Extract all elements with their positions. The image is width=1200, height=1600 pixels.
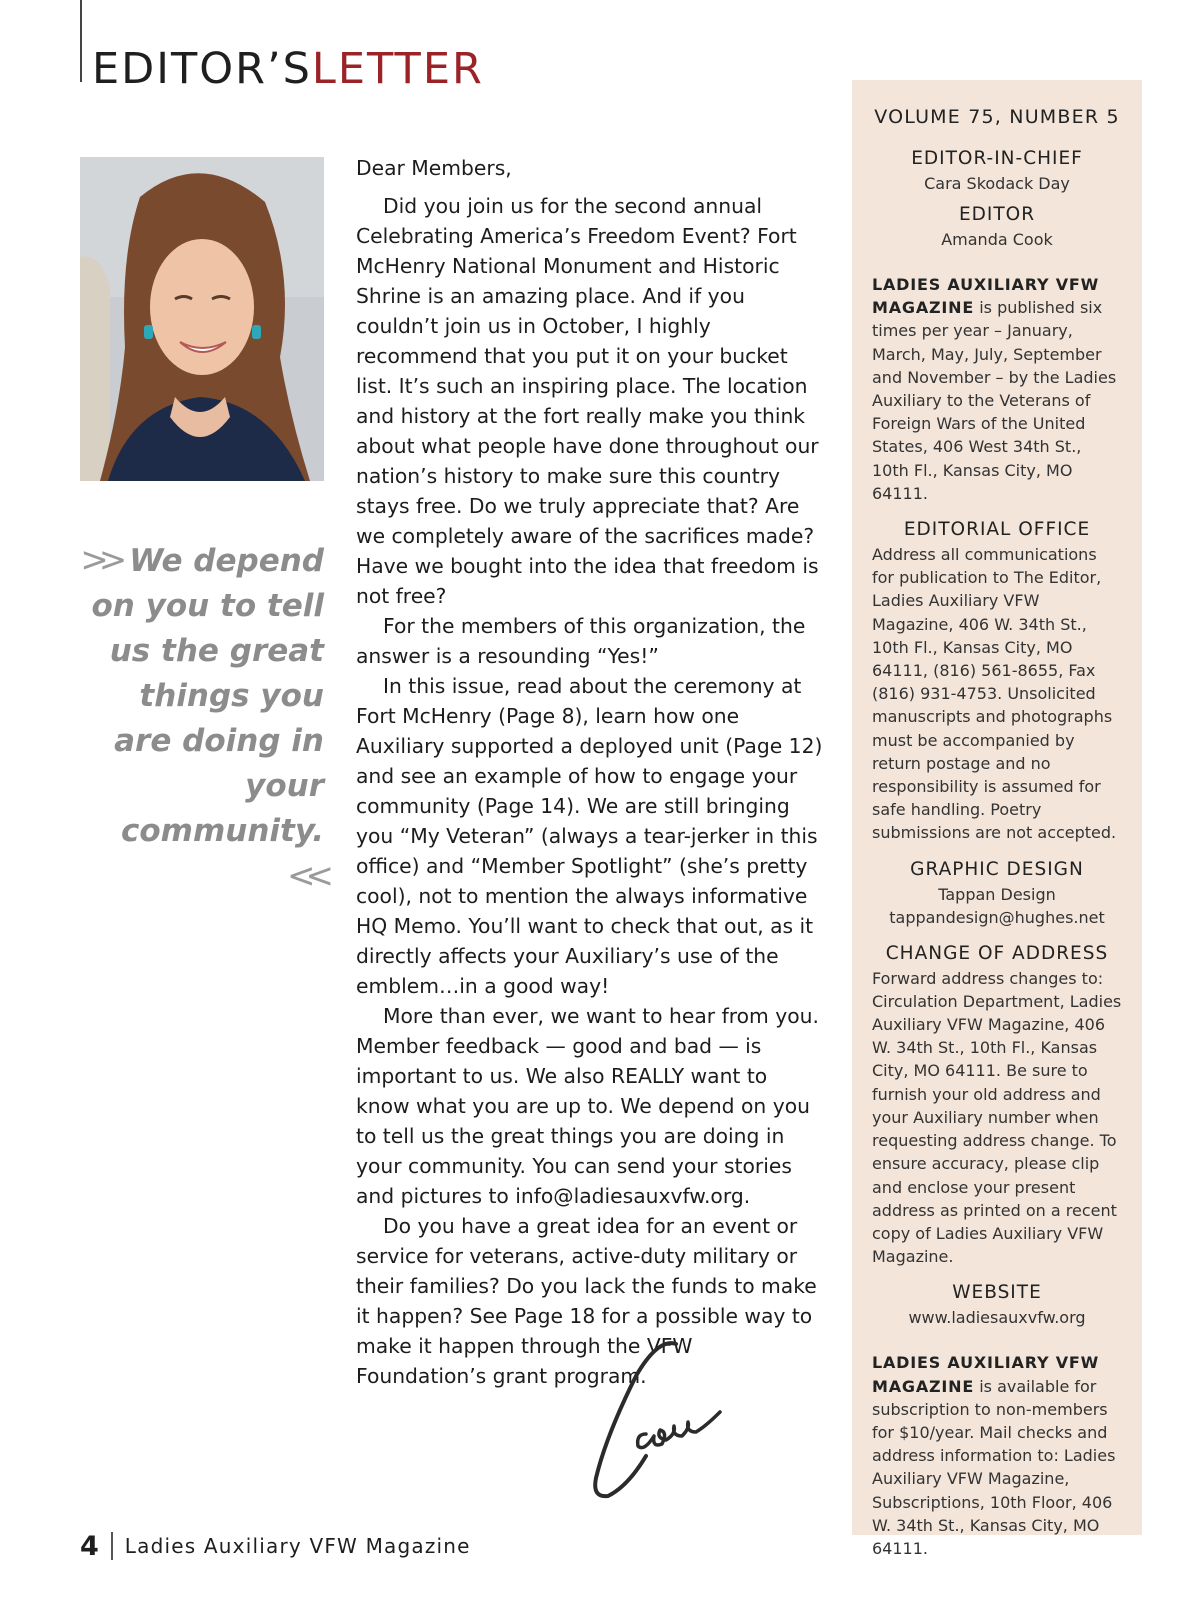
publication-caps: LADIES AUXILIARY VFW MAGAZINE — [872, 275, 1100, 318]
signature-icon — [588, 1336, 738, 1502]
publication-text: is published six times per year – January, March, May, July, September and November – by the Ladies Auxiliary to the Veterans of Foreign Wars of the United States, 406 West 34th St., 10th Fl., Kansas City, MO 64111. — [872, 298, 1117, 503]
page-title — [92, 44, 484, 94]
page-footer — [80, 1528, 471, 1564]
letter-salutation: Dear Members, — [356, 156, 512, 180]
letter-paragraph: Did you join us for the second annual Celebrating America’s Freedom Event? Fort McHenry National Monument and Historic Shrine is an amazing place. And if you couldn’t join us in October, I highly recommend that you put it on your bucket list. It’s such an inspiring place. The location and history at the fort really make you think about what people have done throughout our nation’s history to make sure this country stays free. Do we truly appreciate that? Are we completely aware of the sacrifices made? Have we bought into the idea that freedom is not free? — [356, 194, 819, 608]
website-label: WEBSITE — [952, 1282, 1042, 1304]
page-number: 4 — [80, 1530, 99, 1562]
subscription-text: is available for subscription to non-members for $10/year. Mail checks and address information to: Ladies Auxiliary VFW Magazine, Subscriptions, 10th Floor, 406 W. 34th St., Kansas City, MO 64111. — [872, 1376, 1116, 1558]
graphic-design-email: tappandesign@hughes.net — [889, 907, 1105, 927]
pullquote-open-arrows-icon: >> — [80, 540, 118, 580]
pull-quote — [80, 538, 324, 900]
letter-body — [356, 153, 826, 1391]
letter-paragraph: For the members of this organization, the answer is a resounding “Yes!” — [356, 614, 806, 668]
editor-portrait-photo — [80, 157, 324, 481]
masthead-sidebar — [852, 80, 1142, 1558]
editor-in-chief-name: Cara Skodack Day — [924, 174, 1070, 193]
change-of-address-label: CHANGE OF ADDRESS — [885, 942, 1109, 964]
volume-number: VOLUME 75, NUMBER 5 — [874, 106, 1120, 128]
magazine-name: Ladies Auxiliary VFW Magazine — [124, 1534, 471, 1558]
letter-paragraph: In this issue, read about the ceremony at Fort McHenry (Page 8), learn how one Auxiliary supported a deployed unit (Page 12) and see an example of how to engage your community (Page 14). We are still bringing you “My Veteran” (always a tear-jerker in this office) and “Member Spotlight” (she’s pretty cool), not to mention the always informative HQ Memo. You’ll want to check that out, as it directly affects your Auxiliary’s use of the emblem…in a good way! — [356, 674, 823, 998]
editorial-office-label: EDITORIAL OFFICE — [903, 519, 1091, 541]
editor-name: Amanda Cook — [941, 230, 1053, 249]
editorial-office-text: Address all communications for publication to The Editor, Ladies Auxiliary VFW Magazine, 406 W. 34th St., 10th Fl., Kansas City, MO 64111, (816) 561-8655, Fax (816) 931-4753. Unsolicited manuscripts and photographs must be accompanied by return postage and no responsibility is assumed for safe handling. Poetry submissions are not accepted. — [872, 545, 1117, 843]
footer-divider — [111, 1532, 113, 1560]
graphic-design-label: GRAPHIC DESIGN — [910, 858, 1084, 880]
editor-label: EDITOR — [958, 204, 1036, 225]
pullquote-text: We depend on you to tell us the great things you are doing in your community. — [91, 543, 324, 849]
pullquote-close-arrows-icon: << — [287, 856, 324, 896]
letter-paragraph: More than ever, we want to hear from you. Member feedback — good and bad — is important to us. We also REALLY want to know what you are up to. We depend on you to tell us the great things you are doing in your community. You can send your stories and pictures to info@ladiesauxvfw.org. — [356, 1004, 819, 1208]
header-rule — [80, 0, 82, 82]
letter-paragraph: Do you have a great idea for an event or service for veterans, active-duty military or their families? Do you lack the funds to make it happen? See Page 18 for a possible way to make it happen through the VFW Foundation’s grant program. — [356, 1214, 817, 1388]
graphic-design-name: Tappan Design — [938, 884, 1056, 904]
editor-portrait-icon — [80, 157, 324, 481]
publication-info — [872, 273, 1122, 505]
editor-in-chief-label: EDITOR-IN-CHIEF — [911, 148, 1083, 169]
subscription-caps: LADIES AUXILIARY VFW MAGAZINE — [872, 1353, 1100, 1396]
website-url: www.ladiesauxvfw.org — [908, 1308, 1086, 1328]
title-editors: EDITOR’S — [92, 44, 312, 94]
title-letter: LETTER — [311, 44, 484, 94]
change-of-address-text: Forward address changes to: Circulation Department, Ladies Auxiliary VFW Magazine, 406 W. 34th St., 10th Fl., Kansas City, MO 64111. Be sure to furnish your old address and your Auxiliary number when requesting address change. To ensure accuracy, please clip and enclose your present address as printed on a recent copy of Ladies Auxiliary VFW Magazine. — [872, 968, 1122, 1267]
subscription-info — [872, 1351, 1122, 1560]
signature — [588, 1336, 738, 1502]
